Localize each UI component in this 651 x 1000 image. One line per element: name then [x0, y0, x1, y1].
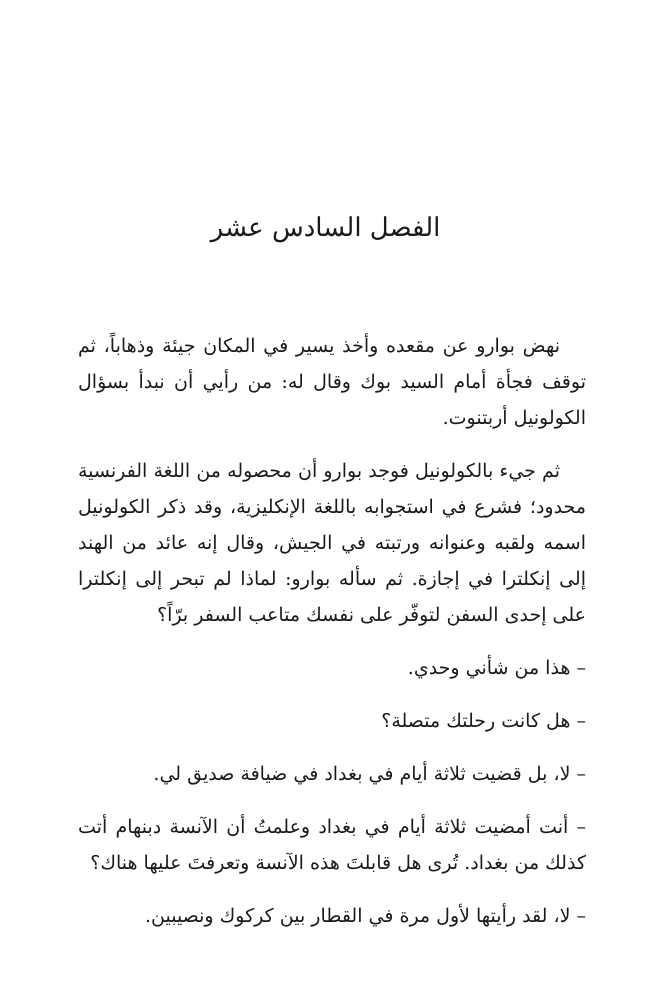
chapter-body [78, 328, 586, 951]
dialogue-line-5: – لا، لقد رأيتها لأول مرة في القطار بين كركوك ونصيبين. [144, 905, 586, 927]
dialogue-line-4: – أنت أمضيت ثلاثة أيام في بغداد وعلمتُ أن الآنسة دبنهام أتت كذلك من بغداد. تُرى هل قابلتَ هذه الآنسة وتعرفتَ عليها هناك؟ [78, 816, 586, 874]
dialogue-line-3: – لا، بل قضيت ثلاثة أيام في بغداد في ضيافة صديق لي. [153, 763, 586, 785]
dialogue-line-1: – هذا من شأني وحدي. [407, 657, 586, 679]
dialogue-line-2: – هل كانت رحلتك متصلة؟ [381, 710, 586, 732]
paragraph-2: ثم جيء بالكولونيل فوجد بوارو أن محصوله من اللغة الفرنسية محدود؛ فشرع في استجوابه باللغة الإنكليزية، وقد ذكر الكولونيل اسمه ولقبه وعنوانه ورتبته في الجيش، وقال إنه عائد من الهند إلى إنكلترا في إجازة. ثم سأله بوارو: لماذا لم تبحر إلى إنكلترا على إحدى السفن لتوفّر على نفسك متاعب السفر برّاً؟ [78, 460, 586, 626]
chapter-title: الفصل السادس عشر [210, 213, 441, 243]
paragraph-1: نهض بوارو عن مقعده وأخذ يسير في المكان جيئة وذهاباً، ثم توقف فجأة أمام السيد بوك وقال له: من رأيي أن نبدأ بسؤال الكولونيل أربتنوت. [78, 335, 586, 429]
